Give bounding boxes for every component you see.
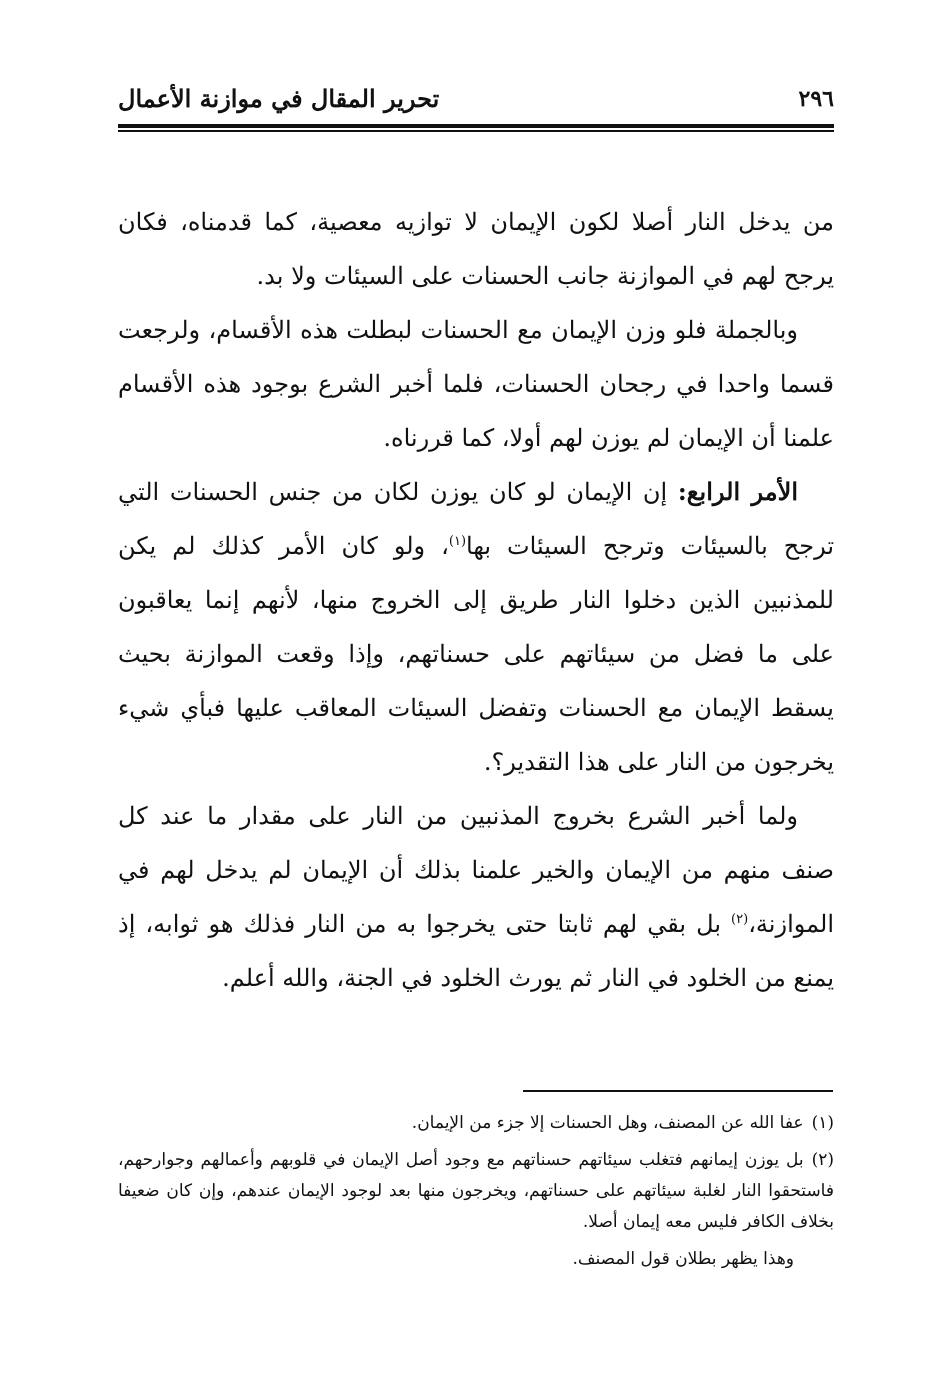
footnotes	[118, 1108, 834, 1281]
footnote-2	[118, 1145, 834, 1238]
running-title: تحرير المقال في موازنة الأعمال	[118, 84, 440, 113]
footnote-ref-1[interactable]: (١)	[448, 534, 467, 549]
footnote-1-text: عفا الله عن المصنف، وهل الحسنات إلا جزء من الإيمان.	[411, 1113, 804, 1133]
paragraph-4	[118, 789, 834, 1005]
page-header	[118, 80, 834, 118]
header-rule-secondary	[118, 130, 834, 132]
page-number: ٢٩٦	[798, 86, 834, 112]
paragraph-3-text-a: إن الإيمان لو كان يوزن لكان من جنس الحسنات التي ترجح بالسيئات وترجح السيئات بها	[118, 478, 835, 560]
footnote-separator	[523, 1090, 833, 1092]
paragraph-4-text-a: ولما أخبر الشرع بخروج المذنبين من النار على مقدار ما عند كل صنف منهم من الإيمان والخير علمنا بذلك أن الإيمان لم يدخل لهم في الموازنة،	[118, 802, 834, 938]
footnote-2-label: (٢)	[811, 1150, 834, 1170]
footnote-1-label: (١)	[811, 1113, 834, 1133]
footnote-ref-2[interactable]: (٢)	[731, 912, 749, 927]
paragraph-4-text-b: بل بقي لهم ثابتا حتى يخرجوا به من النار فذلك هو ثوابه، إذ يمنع من الخلود في النار ثم يورث الخلود في الجنة، والله أعلم.	[118, 910, 834, 992]
paragraph-2: وبالجملة فلو وزن الإيمان مع الحسنات لبطلت هذه الأقسام، ولرجعت قسما واحدا في رجحان الحسنات، فلما أخبر الشرع بوجود هذه الأقسام علمنا أن الإيمان لم يوزن لهم أولا، كما قررناه.	[118, 316, 834, 452]
paragraph-1: من يدخل النار أصلا لكون الإيمان لا توازيه معصية، كما قدمناه، فكان يرجح لهم في الموازنة جانب الحسنات على السيئات ولا بد.	[118, 208, 834, 290]
footnote-2-text: بل يوزن إيمانهم فتغلب سيئاتهم حسناتهم مع وجود أصل الإيمان في قلوبهم وأعمالهم وجوارحهم، فاستحقوا النار لغلبة سيئاتهم على حسناتهم، ويخرجون منها بعد لوجود الإيمان عندهم، وإن كان ضعيفا بخلاف الكافر فليس معه إيمان أصلا.	[118, 1150, 834, 1232]
footnote-2-continuation: وهذا يظهر بطلان قول المصنف.	[572, 1249, 794, 1269]
footnote-1	[118, 1108, 834, 1139]
paragraph-3-text-b: ، ولو كان الأمر كذلك لم يكن للمذنبين الذين دخلوا النار طريق إلى الخروج منها، لأنهم إنما يعاقبون على ما فضل من سيئاتهم على حسناتهم، وإذا وقعت الموازنة بحيث يسقط الإيمان مع الحسنات وتفضل السيئات المعاقب عليها فبأي شيء يخرجون من النار على هذا التقدير؟.	[118, 532, 834, 776]
section-lead: الأمر الرابع:	[677, 477, 798, 506]
paragraph-3	[118, 465, 834, 789]
main-text	[118, 195, 834, 1005]
header-rule	[118, 124, 834, 128]
